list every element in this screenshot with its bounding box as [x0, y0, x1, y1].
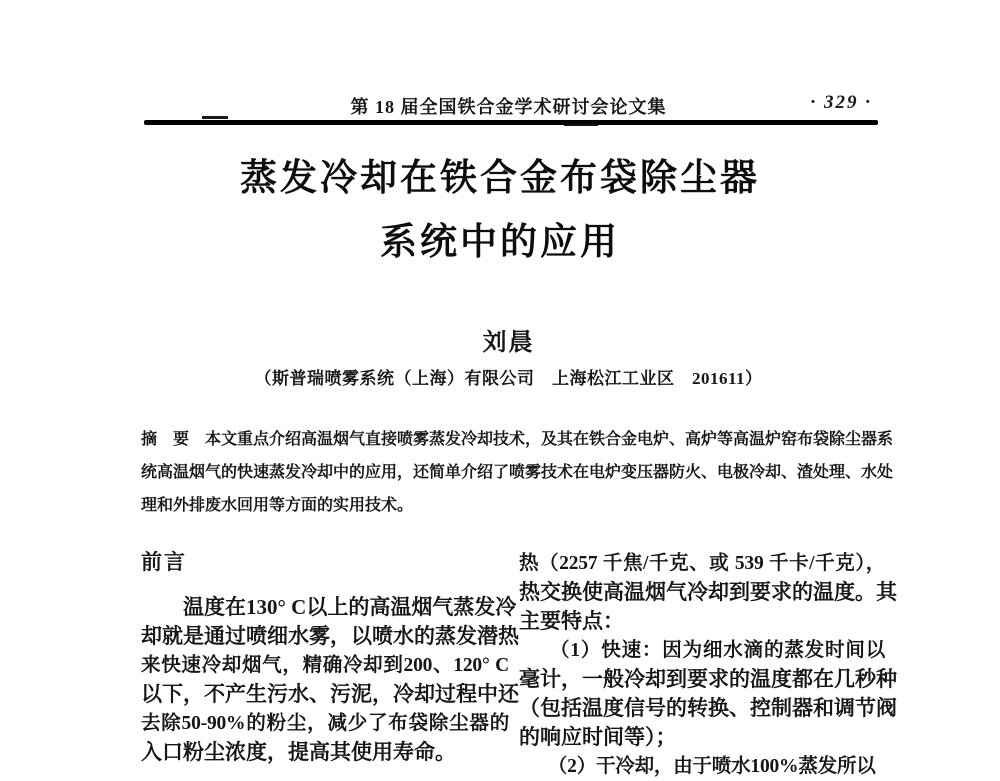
abstract-line: 摘 要 本文重点介绍高温烟气直接喷雾蒸发冷却技术，及其在铁合金电炉、高炉等高温炉窑布袋除尘器系 — [141, 431, 894, 448]
paragraph-line: 主要特点： — [519, 609, 624, 633]
abstract-line: 统高温烟气的快速蒸发冷却中的应用，还简单介绍了喷雾技术在电炉变压器防火、电极冷却、渣处理、水处 — [141, 464, 894, 481]
paragraph-line: （1）快速：因为细水滴的蒸发时间以 — [519, 640, 885, 661]
abstract-block — [141, 423, 894, 522]
left-column — [141, 548, 519, 767]
paragraph-line: （包括温度信号的转换、控制器和调节阀 — [519, 696, 897, 720]
right-column — [519, 549, 897, 781]
paragraph-line: 去除50-90%的粉尘，减少了布袋除尘器的 — [141, 713, 509, 734]
paragraph-line: 温度在130° C以上的高温烟气蒸发冷 — [141, 595, 517, 619]
article-title-line-1: 蒸发冷却在铁合金布袋除尘器 — [240, 157, 760, 198]
article-title — [95, 146, 905, 274]
abstract-line: 理和外排废水回用等方面的实用技术。 — [141, 497, 414, 514]
author-affiliation: （斯普瑞喷雾系统（上海）有限公司 上海松江工业区 201611） — [254, 369, 763, 388]
section-heading-foreword: 前言 — [141, 551, 187, 574]
paragraph-line: 热（2257 千焦/千克、或 539 千卡/千克）， — [519, 553, 885, 574]
paragraph-line: 热交换使高温烟气冷却到要求的温度。其 — [519, 580, 897, 604]
paragraph-line: 却就是通过喷细水雾，以喷水的蒸发潜热 — [141, 624, 519, 648]
paragraph-line: 入口粉尘浓度，提高其使用寿命。 — [141, 740, 456, 764]
paragraph-line: 来快速冷却烟气，精确冷却到200、120° C — [141, 655, 509, 676]
paragraph-line: 毫计，一般冷却到要求的温度都在几秒种 — [519, 667, 897, 691]
paragraph-line-clipped: （2）干冷却，由于喷水100%蒸发所以 — [519, 756, 876, 777]
running-head: 第 18 届全国铁合金学术研讨会论文集 — [350, 97, 667, 117]
page-number: · 329 · — [810, 92, 872, 113]
author-name: 刘晨 — [482, 330, 535, 356]
article-title-line-2: 系统中的应用 — [380, 221, 620, 262]
paragraph-line: 的响应时间等）； — [519, 725, 677, 749]
header-divider-rule — [144, 120, 878, 125]
paragraph-line: 以下，不产生污水、污泥，冷却过程中还 — [141, 682, 519, 706]
